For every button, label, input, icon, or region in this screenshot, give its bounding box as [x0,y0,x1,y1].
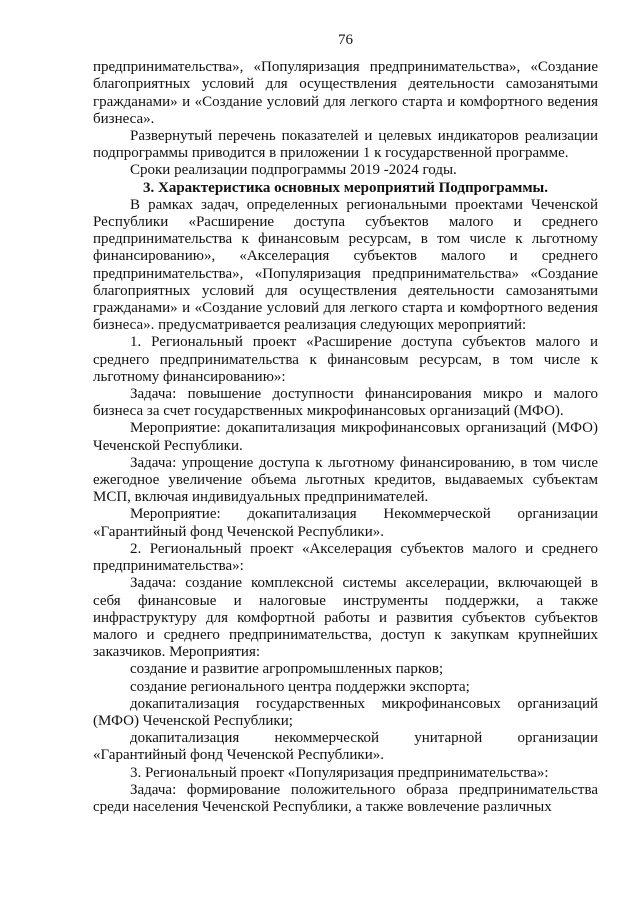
paragraph-project-1: 1. Региональный проект «Расширение доступа субъектов малого и среднего предпринимательства к финансовым ресурсам, в том числе к льготному финансированию»: [93,334,598,385]
paragraph-measure-2: Мероприятие: докапитализация Некоммерческой организации «Гарантийный фонд Чеченской Республики». [93,506,598,540]
paragraph-project-3: 3. Региональный проект «Популяризация предпринимательства»: [130,764,549,781]
list-item-mfo-capitalization: докапитализация государственных микрофинансовых организаций (МФО) Чеченской Республики; [93,695,598,729]
section-heading: 3. Характеристика основных мероприятий Подпрограммы. [142,179,548,196]
list-item-export-center: создание регионального центра поддержки экспорта; [130,678,470,695]
paragraph-task-3: Задача: создание комплексной системы акселерации, включающей в себя финансовые и налоговые инструменты поддержки, а также инфраструктуру для комфортной работы и развития субъектов субъектов малого и среднего предпринимательства, доступ к закупкам крупнейших заказчиков. Мероприятия: [93,575,598,661]
paragraph-timeline: Сроки реализации подпрограммы 2019 -2024 годы. [130,162,457,179]
paragraph-continuation: предпринимательства», «Популяризация предпринимательства», «Создание благоприятных условий для осуществления деятельности самозанятыми гражданами» и «Создание условий для легкого старта и комфортного ведения бизнеса». [93,59,598,127]
paragraph-intro: В рамках задач, определенных региональными проектами Чеченской Республики «Расширение доступа субъектов малого и среднего предпринимательства к финансовым ресурсам, в том числе к льготному финансированию», «Акселерация субъектов малого и среднего предпринимательства», «Популяризация предпринимательства» «Создание благоприятных условий для осуществления деятельности самозанятыми гражданами» и «Создание условий для легкого старта и комфортного ведения бизнеса». предусматривается реализация следующих мероприятий: [93,196,598,334]
list-item-guarantee-fund: докапитализация некоммерческой унитарной организации «Гарантийный фонд Чеченской Республики». [93,730,598,764]
page-number: 76 [338,32,353,48]
paragraph-indicators: Развернутый перечень показателей и целевых индикаторов реализации подпрограммы приводится в приложении 1 к государственной программе. [93,128,598,162]
paragraph-measure-1: Мероприятие: докапитализация микрофинансовых организаций (МФО) Чеченской Республики. [93,420,598,454]
paragraph-task-4: Задача: формирование положительного образа предпринимательства среди населения Чеченской Республики, а также вовлечение различных [93,781,598,815]
list-item-agroparks: создание и развитие агропромышленных парков; [130,661,444,678]
document-page [93,32,598,816]
paragraph-task-2: Задача: упрощение доступа к льготному финансированию, в том числе ежегодное увеличение объема льготных кредитов, выдаваемых субъектам МСП, включая индивидуальных предпринимателей. [93,454,598,506]
paragraph-project-2: 2. Региональный проект «Акселерация субъектов малого и среднего предпринимательства»: [93,540,598,575]
paragraph-task-1: Задача: повышение доступности финансирования микро и малого бизнеса за счет государственных микрофинансовых организаций (МФО). [93,386,598,420]
